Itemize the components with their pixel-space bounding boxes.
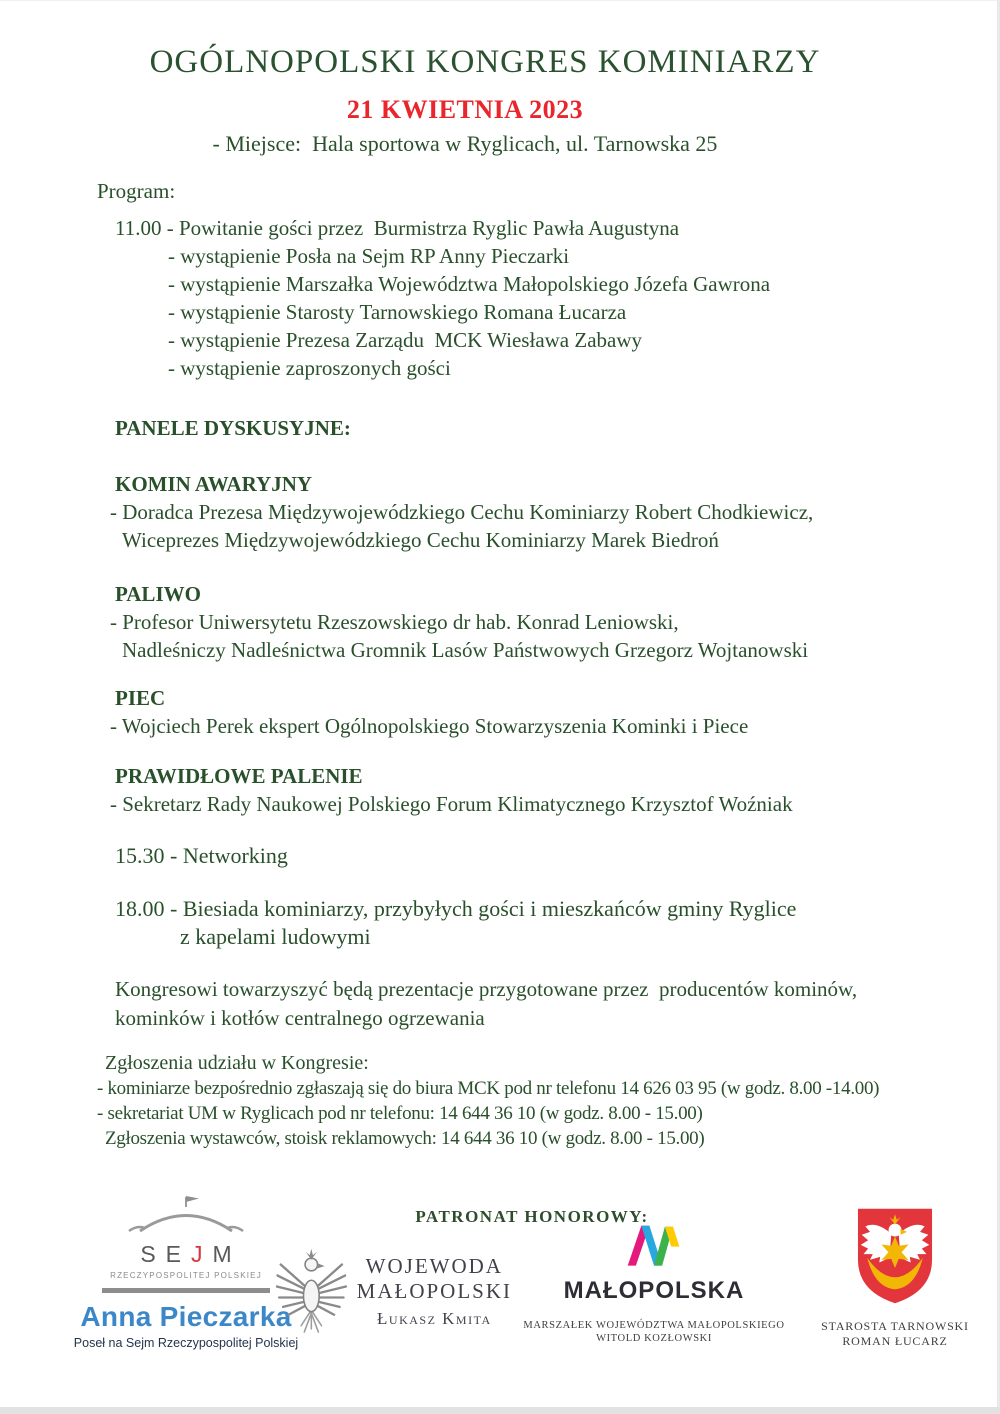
date-row	[0, 95, 930, 125]
logo-starosta-tarnowski	[800, 1206, 990, 1349]
sejm-letter-red: J	[191, 1241, 203, 1267]
page-title: OGÓLNOPOLSKI KONGRES KOMINIARZY	[149, 44, 821, 80]
sejm-wordmark	[62, 1241, 310, 1268]
logo-anna-pieczarka	[62, 1194, 310, 1350]
header	[0, 0, 970, 81]
marszalek-name: WITOLD KOZŁOWSKI	[596, 1333, 712, 1344]
sejm-divider-bar	[102, 1288, 270, 1293]
logo-wojewoda-malopolski	[276, 1240, 512, 1344]
sejm-letter: E	[165, 1241, 181, 1267]
sejm-subtitle: RZECZYPOSPOLITEJ POLSKIEJ	[110, 1271, 262, 1280]
pieczarka-name: Anna Pieczarka	[80, 1301, 292, 1332]
panel-speaker-line: Nadleśniczy Nadleśnictwa Gromnik Lasów Państwowych Grzegorz Wojtanowski	[122, 638, 809, 662]
wojewoda-name: Łukasz Kmita	[377, 1308, 492, 1328]
registration-heading: Zgłoszenia udziału w Kongresie:	[105, 1052, 369, 1074]
starosta-line2: ROMAN ŁUCARZ	[842, 1334, 948, 1348]
panel-speaker-line: - Doradca Prezesa Międzywojewódzkiego Cechu Kominiarzy Robert Chodkiewicz,	[110, 500, 814, 524]
registration-line: Zgłoszenia wystawców, stoisk reklamowych: 14 644 36 10 (w godz. 8.00 - 15.00)	[105, 1128, 705, 1149]
marszalek-line: MARSZAŁEK WOJEWÓDZTWA MAŁOPOLSKIEGO	[523, 1320, 785, 1331]
panel-speaker-line: - Wojciech Perek ekspert Ogólnopolskiego Stowarzyszenia Kominki i Piece	[110, 714, 749, 738]
starosta-line1: STAROSTA TARNOWSKI	[821, 1319, 969, 1333]
panel-title-prawidlowe-palenie: PRAWIDŁOWE PALENIE	[115, 764, 363, 788]
sejm-letter: S	[140, 1241, 156, 1267]
wojewoda-line1: WOJEWODA	[365, 1253, 503, 1278]
panel-title-piec: PIEC	[115, 686, 166, 710]
pieczarka-role: Poseł na Sejm Rzeczypospolitej Polskiej	[73, 1336, 299, 1350]
sejm-dome-icon	[123, 1194, 249, 1234]
location-row	[0, 131, 930, 157]
schedule-evening-line2: z kapelami ludowymi	[180, 924, 371, 949]
program-subitem: - wystąpienie Starosty Tarnowskiego Romana Łucarza	[168, 300, 627, 324]
panel-speaker-line: Wiceprezes Międzywojewódzkiego Cechu Kominiarzy Marek Biedroń	[122, 528, 719, 552]
malopolska-wordmark: MAŁOPOLSKA	[563, 1277, 745, 1304]
schedule-networking: 15.30 - Networking	[115, 843, 288, 868]
schedule-evening-line1: 18.00 - Biesiada kominiarzy, przybyłych gości i mieszkańców gminy Ryglice	[115, 896, 797, 921]
panel-title-komin-awaryjny: KOMIN AWARYJNY	[115, 472, 313, 496]
panel-speaker-line: - Sekretarz Rady Naukowej Polskiego Forum Klimatycznego Krzysztof Woźniak	[110, 792, 793, 816]
page-bottom-edge	[0, 1407, 1000, 1414]
program-subitem: - wystąpienie Marszałka Województwa Małopolskiego Józefa Gawrona	[168, 272, 771, 296]
program-subitem: - wystąpienie zaproszonych gości	[168, 356, 451, 380]
exhibitors-info-line2: kominków i kotłów centralnego ogrzewania	[115, 1006, 485, 1030]
registration-line: - sekretariat UM w Ryglicach pod nr telefonu: 14 644 36 10 (w godz. 8.00 - 15.00)	[97, 1103, 703, 1124]
patronage-logos-row	[0, 1192, 1000, 1352]
program-subitem: - wystąpienie Posła na Sejm RP Anny Pieczarki	[168, 244, 570, 268]
program-label: Program:	[97, 179, 176, 203]
event-location: - Miejsce: Hala sportowa w Ryglicach, ul. Tarnowska 25	[212, 131, 718, 156]
program-item-opening: 11.00 - Powitanie gości przez Burmistrza Ryglic Pawła Augustyna	[115, 216, 680, 240]
panel-speaker-line: - Profesor Uniwersytetu Rzeszowskiego dr hab. Konrad Leniowski,	[110, 610, 679, 634]
exhibitors-info-line1: Kongresowi towarzyszyć będą prezentacje przygotowane przez producentów kominów,	[115, 977, 858, 1001]
program-subitem: - wystąpienie Prezesa Zarządu MCK Wiesława Zabawy	[168, 328, 643, 352]
event-date: 21 KWIETNIA 2023	[346, 95, 584, 124]
panels-heading: PANELE DYSKUSYJNE:	[115, 416, 351, 440]
wojewoda-line2: MAŁOPOLSKI	[356, 1278, 512, 1303]
patronage-heading: PATRONAT HONOROWY:	[415, 1207, 649, 1226]
page-top-edge	[0, 0, 1000, 1]
registration-line: - kominiarze bezpośrednio zgłaszają się do biura MCK pod nr telefonu 14 626 03 95 (w godz. 8.00 -14.00)	[97, 1078, 880, 1099]
tarnow-crest-icon	[848, 1206, 942, 1306]
sejm-letter: M	[212, 1241, 232, 1267]
wojewoda-text	[357, 1254, 512, 1331]
polish-eagle-icon	[276, 1240, 347, 1344]
panel-title-paliwo: PALIWO	[115, 582, 201, 606]
logo-malopolska	[520, 1220, 788, 1345]
malopolska-m-icon	[625, 1220, 683, 1266]
